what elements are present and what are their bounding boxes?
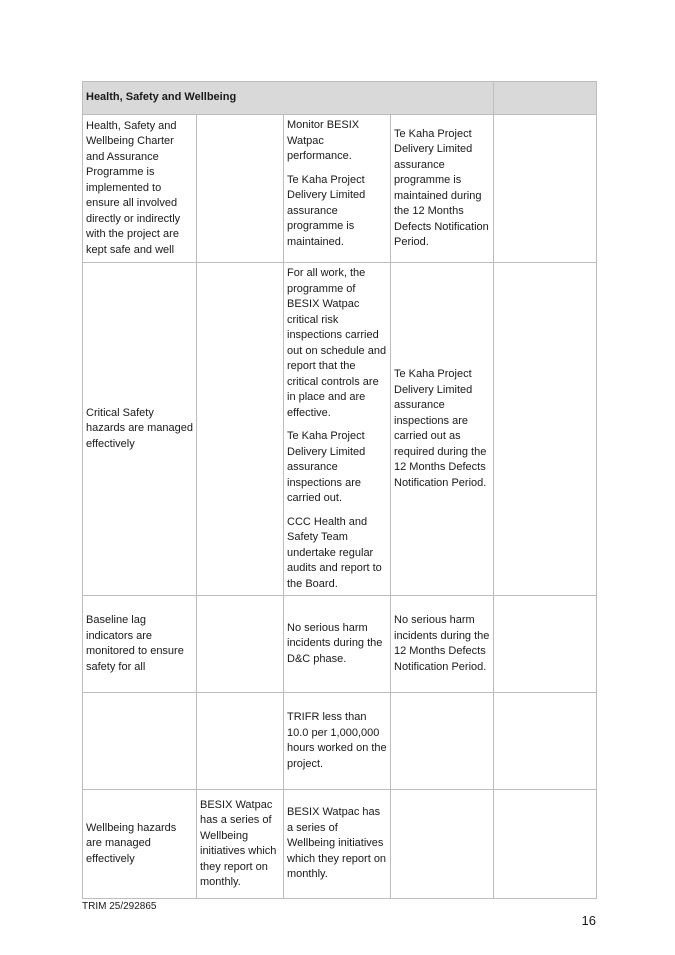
measure-text: For all work, the programme of BESIX Watpac critical risk inspections carried out on schedule and report that the critical controls are in place and are effective. bbox=[287, 267, 387, 419]
table-row bbox=[83, 263, 597, 596]
outcome-cell: Baseline lag indicators are monitored to ensure safety for all bbox=[83, 596, 197, 693]
table-row bbox=[83, 693, 597, 790]
table-row bbox=[83, 115, 597, 263]
measure-text: BESIX Watpac has a series of Wellbeing initiatives which they report on monthly. bbox=[287, 806, 387, 881]
empty-cell bbox=[494, 693, 597, 790]
measure-text: Te Kaha Project Delivery Limited assurance programme is maintained. bbox=[287, 173, 366, 248]
measure-cell bbox=[284, 693, 391, 790]
dnp-measure-cell: No serious harm incidents during the 12 Months Defects Notification Period. bbox=[391, 596, 494, 693]
empty-cell bbox=[494, 115, 597, 263]
empty-cell bbox=[494, 263, 597, 596]
dnp-measure-cell: Te Kaha Project Delivery Limited assurance programme is maintained during the 12 Months Defects Notification Period. bbox=[391, 115, 494, 263]
measure-text: TRIFR less than 10.0 per 1,000,000 hours worked on the project. bbox=[287, 711, 387, 770]
empty-cell bbox=[197, 596, 284, 693]
empty-cell bbox=[391, 790, 494, 899]
table-row bbox=[83, 596, 597, 693]
document-reference: TRIM 25/292865 bbox=[82, 901, 157, 912]
section-title: Health, Safety and Wellbeing bbox=[83, 82, 494, 115]
measure-cell bbox=[284, 263, 391, 596]
page-number: 16 bbox=[581, 913, 596, 928]
outcome-cell: Health, Safety and Wellbeing Charter and Assurance Programme is implemented to ensure all involved directly or indirectly with the project are kept safe and well bbox=[83, 115, 197, 263]
empty-cell bbox=[197, 115, 284, 263]
initiative-cell: BESIX Watpac has a series of Wellbeing initiatives which they report on monthly. bbox=[197, 790, 284, 899]
empty-cell bbox=[197, 263, 284, 596]
measure-cell bbox=[284, 115, 391, 263]
measure-text: CCC Health and Safety Team undertake regular audits and report to the Board. bbox=[287, 515, 382, 590]
measure-text: Monitor BESIX Watpac performance. bbox=[287, 119, 360, 162]
measure-text: Te Kaha Project Delivery Limited assurance inspections are carried out. bbox=[287, 430, 366, 504]
empty-cell bbox=[391, 693, 494, 790]
section-header-row bbox=[83, 82, 597, 115]
measure-text: No serious harm incidents during the D&C phase. bbox=[287, 621, 383, 665]
header-blank-cell bbox=[494, 82, 597, 115]
empty-cell bbox=[494, 790, 597, 899]
measure-cell bbox=[284, 790, 391, 899]
outcome-cell: Wellbeing hazards are managed effectively bbox=[83, 790, 197, 899]
dnp-measure-cell: Te Kaha Project Delivery Limited assurance inspections are carried out as required during the 12 Months Defects Notification Period. bbox=[391, 263, 494, 596]
outcome-cell: Critical Safety hazards are managed effectively bbox=[83, 263, 197, 596]
empty-cell bbox=[494, 596, 597, 693]
measure-cell bbox=[284, 596, 391, 693]
empty-cell bbox=[197, 693, 284, 790]
health-safety-table bbox=[82, 81, 597, 899]
empty-cell bbox=[83, 693, 197, 790]
table-row bbox=[83, 790, 597, 899]
